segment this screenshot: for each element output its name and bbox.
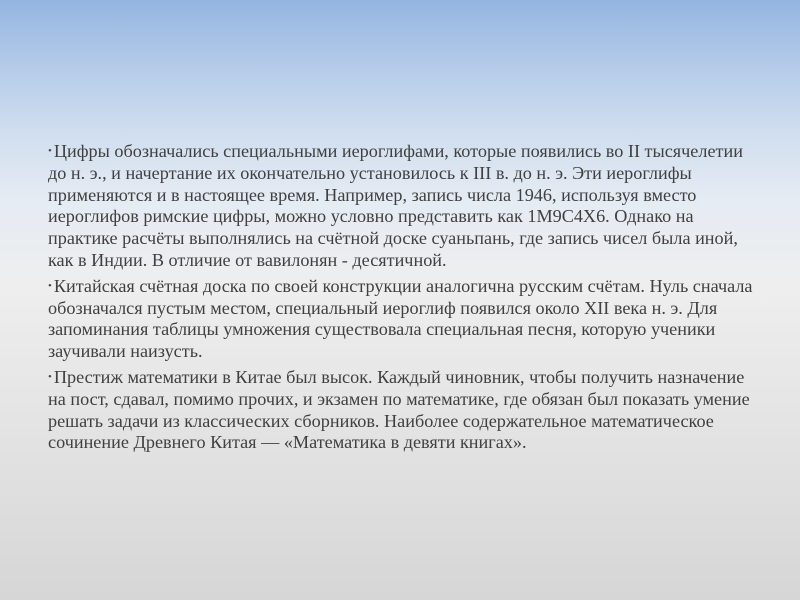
bullet-text: Китайская счётная доска по своей конструкции аналогична русским счётам. Нуль сначала обозначался пустым местом, специальный иероглиф появился около XII века н. э. Для запоминания таблицы умножения существовала специальная песня, которую ученики заучивали наизусть. [48,275,753,362]
bullet-icon: • [48,279,52,292]
bullet-text: Цифры обозначались специальными иероглифами, которые появились во II тысячелетии до н. э., и начертание их окончательно установилось к III в. до н. э. Эти иероглифы применяются и в настоящее время. Например, запись числа 1946, используя вместо иероглифов римские цифры, можно условно представить как 1M9C4X6. Однако на практике расчёты выполнялись на счётной доске суаньпань, где запись чисел была иной, как в Индии. В отличие от вавилонян - десятичной. [48,141,743,270]
bullet-list [48,141,762,458]
bullet-text: Престиж математики в Китае был высок. Каждый чиновник, чтобы получить назначение на пост, сдавал, помимо прочих, и экзамен по математике, где обязан был показать умение решать задачи из классических сборников. Наиболее содержательное математическое сочинение Древнего Китая — «Математика в девяти книгах». [48,366,750,453]
bullet-icon: • [48,370,52,383]
bullet-item-counting-board [48,276,762,363]
bullet-icon: • [48,145,52,157]
bullet-item-prestige [48,367,762,454]
bullet-item-numerals [48,141,762,272]
